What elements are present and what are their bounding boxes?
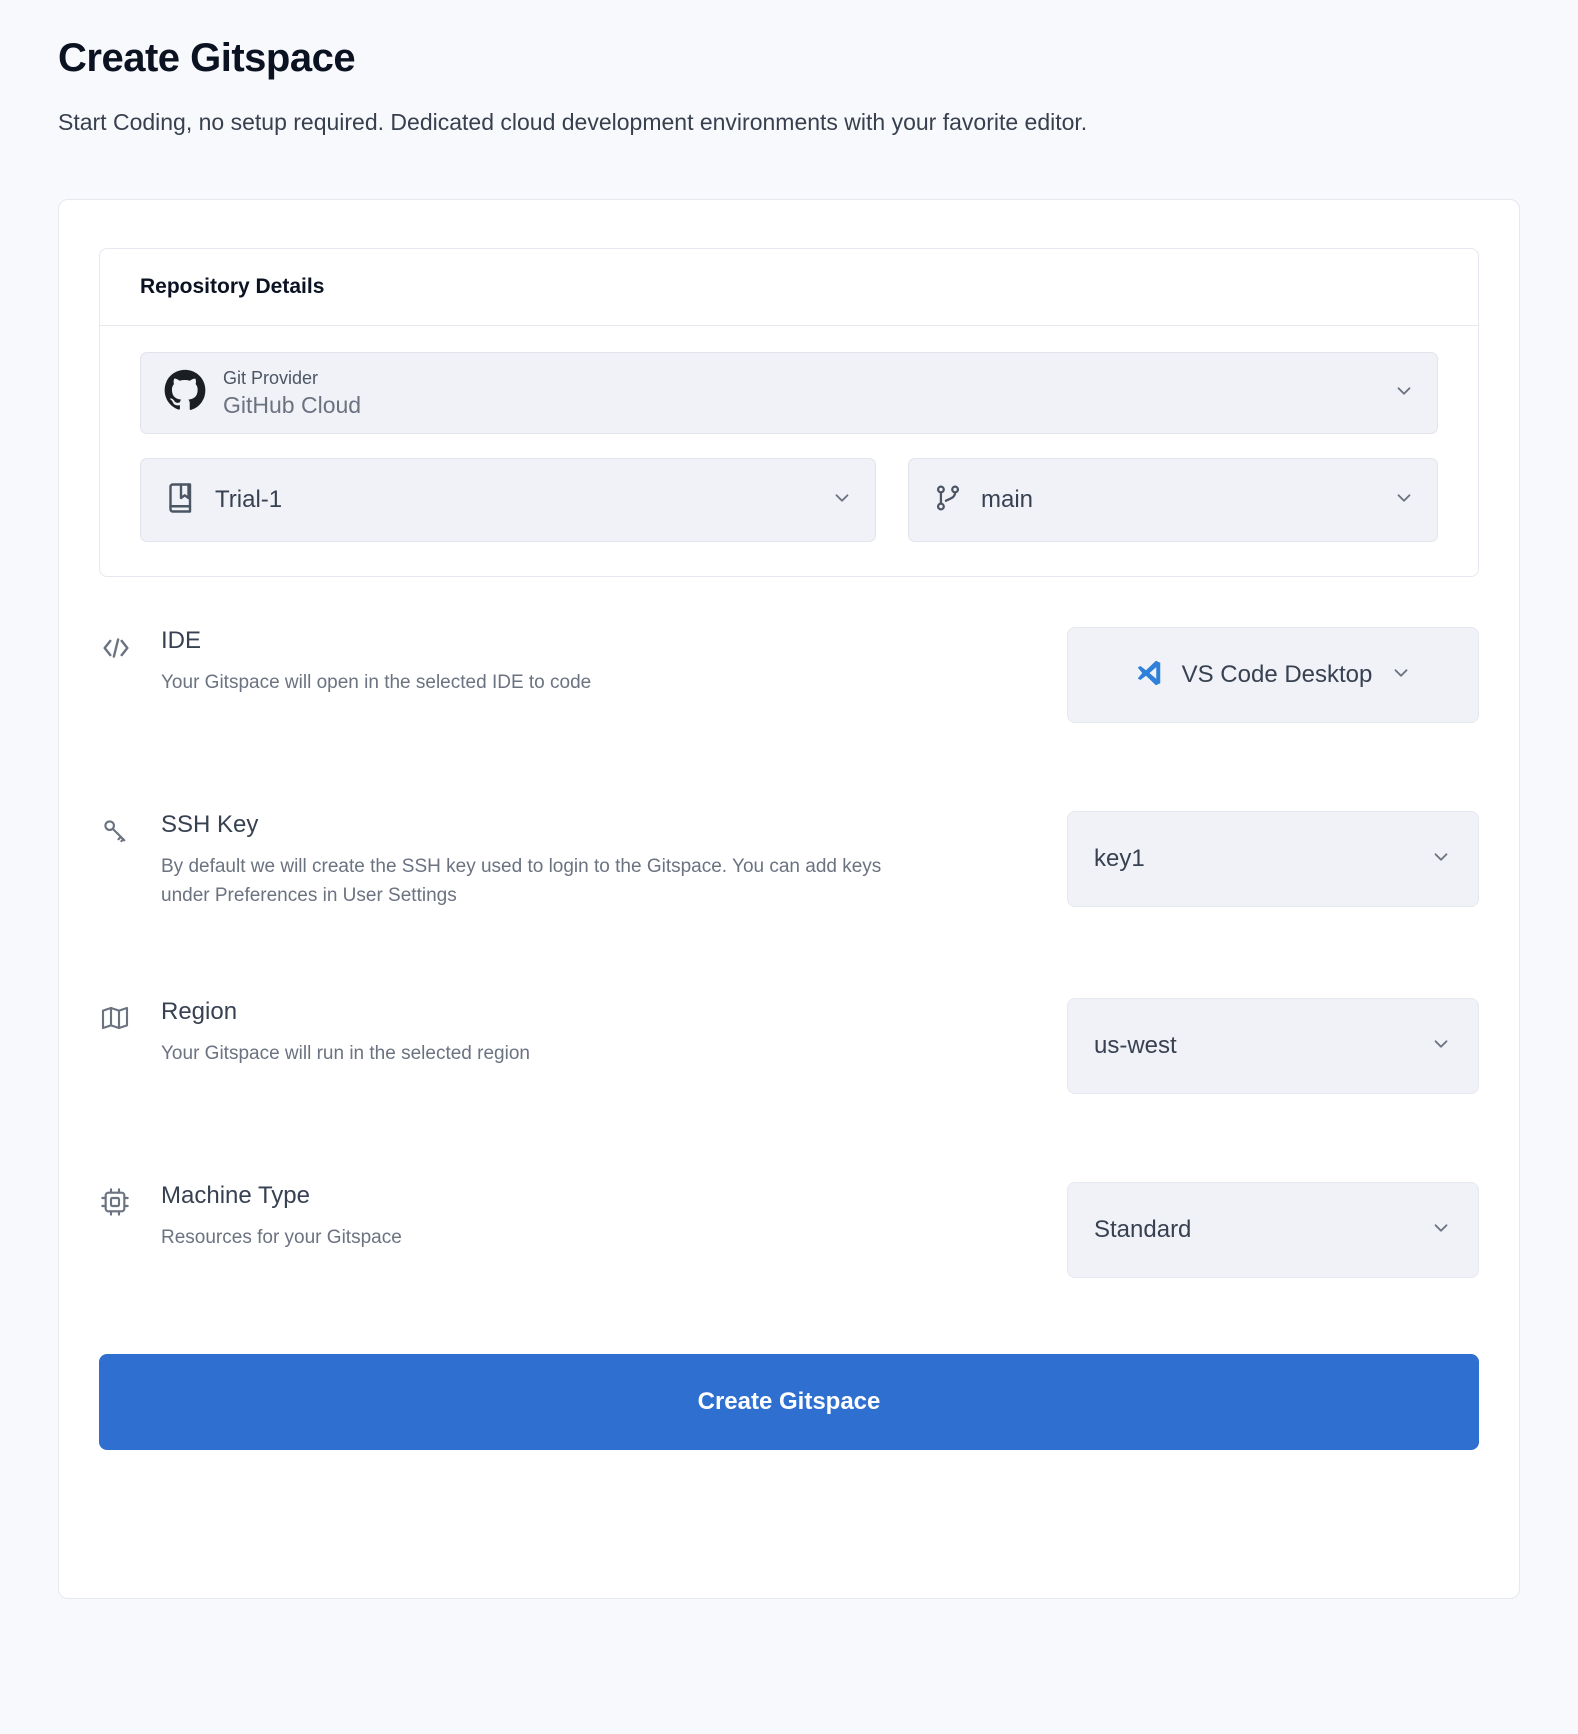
repository-icon	[163, 480, 199, 521]
option-region-text	[161, 998, 1067, 1069]
ssh-key-select[interactable]	[1067, 811, 1479, 907]
option-ssh-key-desc: By default we will create the SSH key used to login to the Gitspace. You can add keys under Preferences in User Settings	[161, 856, 882, 906]
ide-select[interactable]	[1067, 627, 1479, 723]
option-ssh-key-text	[161, 811, 1067, 910]
option-machine-type-text	[161, 1182, 1067, 1253]
option-ssh-key-title: SSH Key	[161, 811, 259, 839]
branch-select[interactable]	[908, 458, 1438, 542]
option-region-control	[1067, 998, 1479, 1094]
page-title: Create Gitspace	[58, 36, 356, 80]
ide-value: VS Code Desktop	[1181, 661, 1373, 689]
git-provider-select[interactable]	[140, 352, 1438, 434]
create-gitspace-button[interactable]: Create Gitspace	[99, 1354, 1479, 1450]
chevron-down-icon	[1393, 487, 1415, 514]
repo-branch-row	[140, 458, 1438, 542]
chevron-down-icon	[1393, 380, 1415, 407]
option-ide-control	[1067, 627, 1479, 723]
option-ide-desc: Your Gitspace will open in the selected IDE to code	[161, 672, 592, 694]
page-subtitle: Start Coding, no setup required. Dedicated cloud development environments with your favorite editor.	[58, 109, 1088, 135]
cpu-icon	[99, 1182, 161, 1218]
option-row-ide	[99, 581, 1479, 765]
machine-type-select[interactable]	[1067, 1182, 1479, 1278]
repository-value: Trial-1	[215, 486, 283, 514]
option-machine-type-desc: Resources for your Gitspace	[161, 1227, 402, 1249]
option-ssh-key-control	[1067, 811, 1479, 907]
map-icon	[99, 998, 161, 1034]
branch-value: main	[981, 486, 1034, 514]
branch-icon	[931, 481, 965, 520]
chevron-down-icon	[1430, 846, 1452, 873]
option-machine-type-title: Machine Type	[161, 1182, 310, 1210]
repository-details-panel	[99, 248, 1479, 577]
chevron-down-icon	[831, 487, 853, 514]
chevron-down-icon	[1390, 662, 1412, 689]
chevron-down-icon	[1430, 1033, 1452, 1060]
option-row-ssh-key	[99, 765, 1479, 952]
vscode-icon	[1134, 658, 1164, 693]
create-gitspace-card	[58, 199, 1520, 1599]
repository-details-title: Repository Details	[100, 249, 1478, 326]
option-ide-text	[161, 627, 1067, 698]
chevron-down-icon	[1430, 1217, 1452, 1244]
option-row-machine-type	[99, 1136, 1479, 1320]
git-provider-value: GitHub Cloud	[223, 392, 362, 419]
code-brackets-icon	[99, 627, 161, 665]
machine-type-value: Standard	[1094, 1216, 1192, 1244]
region-value: us-west	[1094, 1032, 1177, 1060]
option-ide-title: IDE	[161, 627, 202, 655]
repository-select[interactable]	[140, 458, 876, 542]
repository-details-body	[100, 326, 1478, 576]
option-row-region	[99, 952, 1479, 1136]
git-provider-label: Git Provider	[223, 367, 319, 388]
github-icon	[163, 369, 207, 418]
option-region-desc: Your Gitspace will run in the selected region	[161, 1043, 530, 1065]
ssh-key-value: key1	[1094, 845, 1145, 873]
key-icon	[99, 811, 161, 847]
region-select[interactable]	[1067, 998, 1479, 1094]
git-provider-texts	[223, 367, 1377, 420]
option-region-title: Region	[161, 998, 238, 1026]
option-machine-type-control	[1067, 1182, 1479, 1278]
